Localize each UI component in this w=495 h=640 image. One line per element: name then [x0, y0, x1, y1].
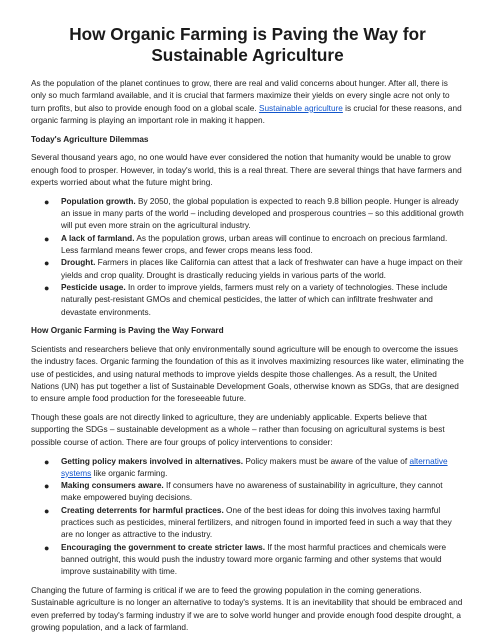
bullet-icon: ●: [44, 505, 50, 516]
bullet-icon: ●: [44, 456, 50, 467]
item-text: Farmers in places like California can attest that a lack of freshwater can have a huge impact on their yields and crop quality. Drought is drastically reducing yields in various parts of the world.: [61, 258, 463, 280]
intro-text-end: is crucial for these reasons, and organic farming is playing an important role in making it happen.: [31, 103, 462, 125]
list-item: [44, 480, 464, 505]
item-text: If consumers have no awareness of sustainability in agriculture, they cannot make empowered buying decisions.: [61, 481, 443, 503]
list-item: [44, 542, 464, 579]
alternative-systems-link[interactable]: alternative systems: [61, 456, 448, 478]
item-lead: A lack of farmland.: [61, 233, 135, 243]
list-item: [44, 233, 464, 258]
item-lead: Population growth.: [61, 196, 136, 206]
item-text: One of the best ideas for doing this involves taxing harmful practices such as pesticides, mineral fertilizers, and nitrogen found in imported feed in such a way that they are no longer as attractive to the industry.: [61, 505, 452, 540]
item-text-end: like organic farming.: [91, 468, 168, 478]
dilemmas-list: [31, 196, 464, 319]
item-text: By 2050, the global population is expected to reach 9.8 billion people. Hunger is already an issue in many parts of the world – including developed and prosperous countries – so this additional growth will put even more strain on the agricultural industry.: [61, 196, 464, 231]
paving-paragraph-1: Scientists and researchers believe that only environmentally sound agriculture will be enough to overcome the issues the industry faces. Organic farming the foundation of this as it involves maximizing resources like water, eliminating the use of pesticides, and using natural methods to improve yields despite those challenges. As a result, the United Nations (UN) has put together a list of Sustainable Development Goals, otherwise known as SDGs, that are designed to ensure ample food production for the foreseeable future.: [31, 345, 464, 404]
item-lead: Drought.: [61, 258, 96, 268]
list-item: [44, 257, 464, 282]
item-text: In order to improve yields, farmers must rely on a variety of technologies. These include naturally pest-resistant GMOs and chemical pesticides, the latter of which can infiltrate freshwater and devastate environments.: [61, 282, 448, 317]
bullet-icon: ●: [44, 542, 50, 553]
page-title: How Organic Farming is Paving the Way for Sustainable Agriculture: [69, 24, 426, 65]
intro-text: As the population of the planet continues to grow, there are real and valid concerns about hunger. After all, there is only so much farmland available, and it is crucial that farmers maximize their yields on every single acre not only to turn profits, but also to provide enough food on a global scale.: [31, 79, 450, 113]
list-item: [44, 456, 464, 481]
item-lead: Making consumers aware.: [61, 481, 164, 491]
dilemmas-paragraph: Several thousand years ago, no one would have ever considered the notion that humanity would be unable to grow enough food to prosper. However, in today's world, this is a real threat. There are several things that have farmers and experts worried about what the future might bring.: [31, 153, 462, 188]
bullet-icon: ●: [44, 481, 50, 492]
bullet-icon: ●: [44, 233, 50, 244]
item-text: If the most harmful practices and chemicals were banned outright, this would push the industry toward more organic farming and other systems that would improve sustainability with time.: [61, 542, 447, 577]
bullet-icon: ●: [44, 196, 50, 207]
paving-paragraph-2: Though these goals are not directly linked to agriculture, they are undeniably applicable. Experts believe that supporting the SDGs – sustainable development as a whole – rather than focusing on agricultural systems is best possible course of action. There are four groups of policy interventions to consider:: [31, 413, 445, 447]
section-heading-dilemmas: Today's Agriculture Dilemmas: [31, 134, 149, 144]
sustainable-agriculture-link[interactable]: Sustainable agriculture: [258, 103, 343, 113]
item-text: Policy makers must be aware of the value of: [243, 456, 410, 466]
item-text: As the population grows, urban areas will continue to encroach on precious farmland. Less farmland means fewer crops, and fewer crops means less food.: [61, 233, 448, 256]
item-lead: Pesticide usage.: [61, 282, 126, 292]
list-item: [44, 282, 464, 319]
item-lead: Encouraging the government to create stricter laws.: [61, 542, 266, 552]
bullet-icon: ●: [44, 282, 50, 293]
item-lead: Getting policy makers involved in alternatives.: [61, 456, 244, 466]
list-item: [44, 196, 464, 233]
bullet-icon: ●: [44, 258, 50, 269]
list-item: [44, 505, 464, 542]
intro-paragraph: [31, 78, 464, 127]
item-lead: Creating deterrents for harmful practices.: [61, 505, 224, 515]
closing-paragraph: Changing the future of farming is critical if we are to feed the growing population in the coming generations. Sustainable agriculture is no longer an alternative to today's systems. It is an inevitability that should be embraced and even preferred by today's farming industry if we are to solve world hunger and provide enough food despite drought, a growing population, and a lack of farmland.: [31, 585, 463, 632]
policy-list: [31, 456, 464, 579]
section-heading-paving: How Organic Farming is Paving the Way Forward: [31, 326, 224, 336]
